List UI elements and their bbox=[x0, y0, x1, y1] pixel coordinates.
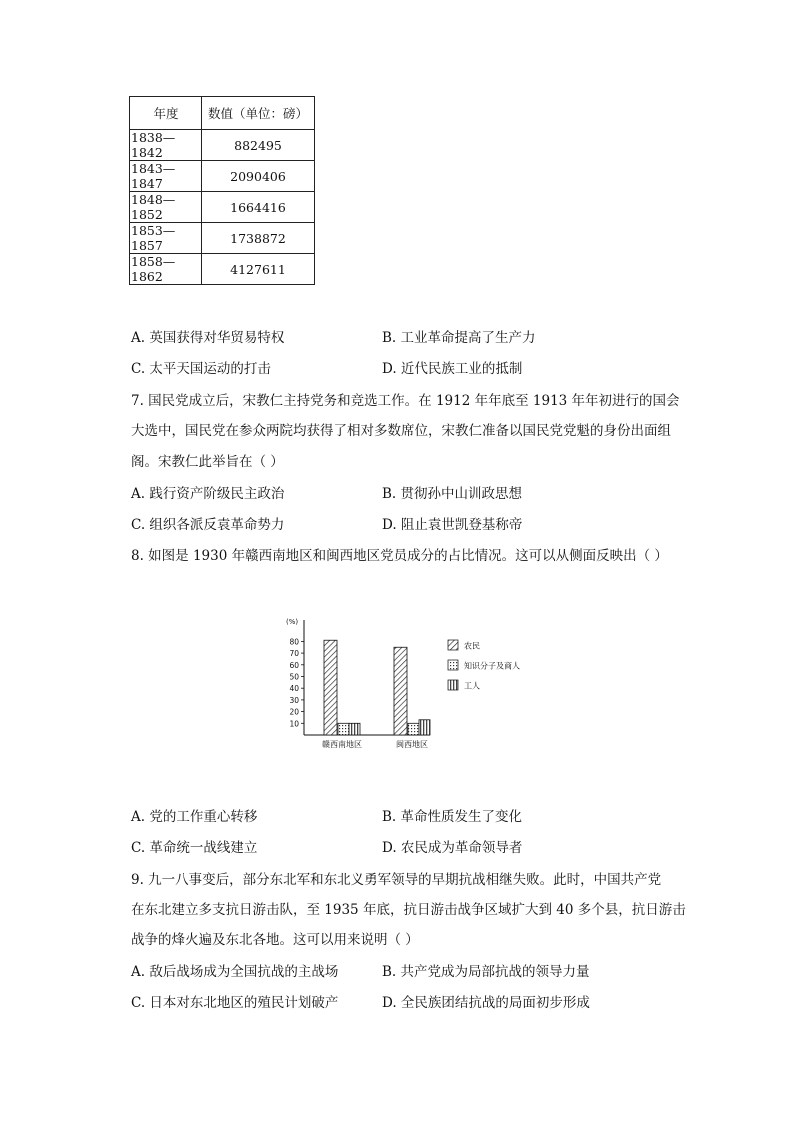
y-tick-label: 20 bbox=[289, 707, 299, 717]
table-cell: 2090406 bbox=[202, 161, 315, 192]
bar bbox=[349, 723, 360, 735]
legend-label: 农民 bbox=[464, 641, 480, 651]
table-cell: 1858—1862 bbox=[130, 254, 202, 285]
q8-option-a: A. 党的工作重心转移 bbox=[131, 809, 258, 825]
header-year: 年度 bbox=[130, 97, 202, 130]
q7-option-d: D. 阻止袁世凯登基称帝 bbox=[382, 517, 523, 533]
y-axis-label: (%) bbox=[286, 618, 299, 626]
q6-option-c: C. 太平天国运动的打击 bbox=[131, 361, 271, 377]
q6-option-a: A. 英国获得对华贸易特权 bbox=[131, 330, 285, 346]
legend-label: 工人 bbox=[464, 681, 480, 691]
table-header-row bbox=[130, 97, 315, 130]
table-row bbox=[130, 161, 315, 192]
q8-option-b: B. 革命性质发生了变化 bbox=[382, 809, 523, 825]
q8-stem: 8. 如图是 1930 年赣西南地区和闽西地区党员成分的占比情况。这可以从侧面反映出（ ） bbox=[131, 548, 668, 564]
bar bbox=[338, 723, 349, 735]
q7-option-a: A. 践行资产阶级民主政治 bbox=[131, 486, 285, 502]
y-tick-label: 40 bbox=[289, 684, 299, 694]
bar bbox=[394, 647, 407, 735]
table-cell: 1843—1847 bbox=[130, 161, 202, 192]
table-cell: 1838—1842 bbox=[130, 130, 202, 161]
q9-stem-line-1: 9. 九一八事变后，部分东北军和东北义勇军领导的早期抗战相继失败。此时，中国共产党 bbox=[131, 872, 662, 888]
table-row bbox=[130, 130, 315, 161]
q9-option-b: B. 共产党成为局部抗战的领导力量 bbox=[382, 964, 590, 980]
chart-axes bbox=[286, 618, 430, 735]
y-tick-label: 60 bbox=[289, 660, 299, 670]
table-row bbox=[130, 223, 315, 254]
q6-option-b: B. 工业革命提高了生产力 bbox=[382, 330, 536, 346]
legend-swatch bbox=[448, 680, 458, 690]
q7-stem-line-1: 7. 国民党成立后，宋教仁主持党务和竞选工作。在 1912 年年底至 1913 年年初进行的国会 bbox=[131, 393, 680, 409]
x-tick-label: 赣西南地区 bbox=[322, 740, 362, 749]
q9-option-a: A. 敌后战场成为全国抗战的主战场 bbox=[131, 964, 339, 980]
q9-stem-line-3: 战争的烽火遍及东北各地。这可以用来说明（ ） bbox=[131, 932, 419, 948]
table-cell: 1738872 bbox=[202, 223, 315, 254]
y-tick-label: 10 bbox=[289, 719, 299, 729]
y-tick-label: 70 bbox=[289, 649, 299, 659]
bar bbox=[419, 720, 430, 735]
q9-option-c: C. 日本对东北地区的殖民计划破产 bbox=[131, 995, 339, 1011]
legend-swatch bbox=[448, 660, 458, 670]
export-table bbox=[129, 96, 315, 285]
bar bbox=[324, 640, 337, 735]
x-tick-label: 闽西地区 bbox=[396, 740, 428, 749]
chart-bars bbox=[322, 640, 430, 749]
chart-legend bbox=[448, 640, 520, 691]
q7-stem-line-2: 大选中，国民党在参众两院均获得了相对多数席位，宋教仁准备以国民党党魁的身份出面组 bbox=[131, 423, 671, 439]
party-composition-chart bbox=[282, 614, 542, 756]
table-row bbox=[130, 254, 315, 285]
bar bbox=[408, 723, 419, 735]
table-row bbox=[130, 192, 315, 223]
header-value: 数值（单位：磅） bbox=[202, 97, 315, 130]
y-tick-label: 30 bbox=[289, 695, 299, 705]
table-cell: 4127611 bbox=[202, 254, 315, 285]
q9-option-d: D. 全民族团结抗战的局面初步形成 bbox=[382, 995, 590, 1011]
q7-option-c: C. 组织各派反袁革命势力 bbox=[131, 517, 285, 533]
table-cell: 882495 bbox=[202, 130, 315, 161]
table-cell: 1848—1852 bbox=[130, 192, 202, 223]
table-cell: 1664416 bbox=[202, 192, 315, 223]
legend-swatch bbox=[448, 640, 458, 650]
y-tick-label: 80 bbox=[289, 637, 299, 647]
q7-option-b: B. 贯彻孙中山训政思想 bbox=[382, 486, 523, 502]
q8-option-d: D. 农民成为革命领导者 bbox=[382, 840, 523, 856]
legend-label: 知识分子及商人 bbox=[464, 661, 520, 671]
q9-stem-line-2: 在东北建立多支抗日游击队，至 1935 年底，抗日游击战争区域扩大到 40 多个县，抗日游击 bbox=[131, 902, 686, 918]
q8-option-c: C. 革命统一战线建立 bbox=[131, 840, 258, 856]
q7-stem-line-3: 阁。宋教仁此举旨在（ ） bbox=[131, 454, 284, 470]
table-cell: 1853—1857 bbox=[130, 223, 202, 254]
y-tick-label: 50 bbox=[289, 672, 299, 682]
q6-option-d: D. 近代民族工业的抵制 bbox=[382, 361, 523, 377]
